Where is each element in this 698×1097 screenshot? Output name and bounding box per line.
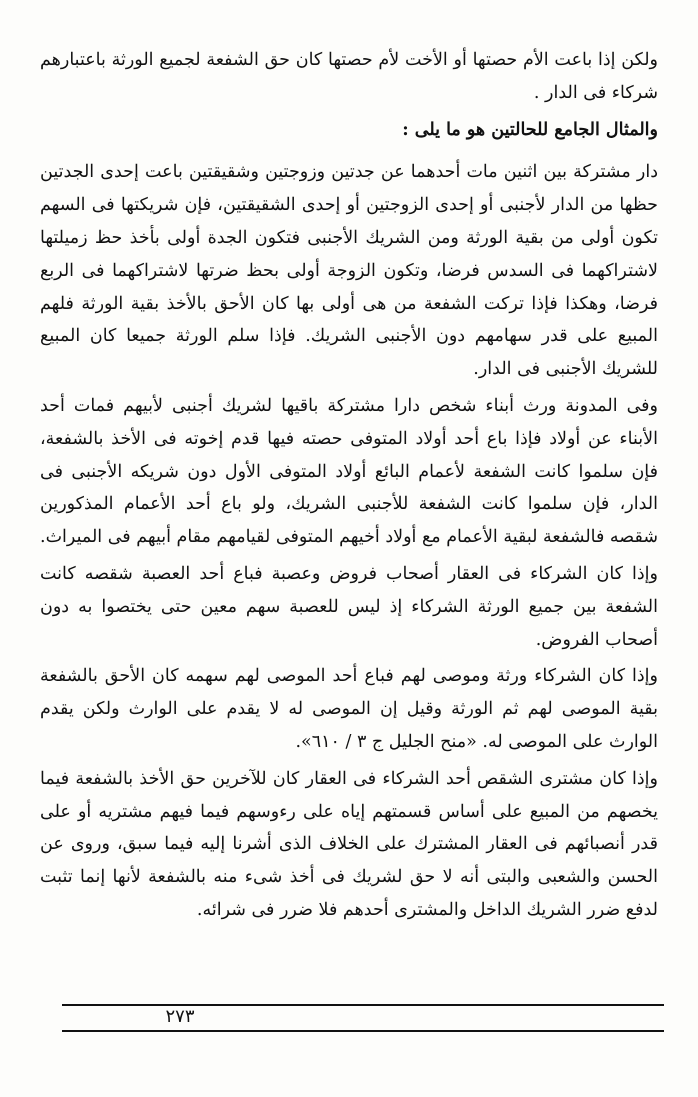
footer-rule-bottom (62, 1030, 664, 1032)
paragraph-3: وفى المدونة ورث أبناء شخص دارا مشتركة باقيها لشريك أجنبى لأبيهم فمات أحد الأبناء عن أولاد فإذا باع أحد أولاد المتوفى حصته فيها قدم إخوته فى الأخذ بالشفعة، فإن سلموا كانت الشفعة لأعمام البائع أولاد المتوفى الأول دون شريكه الأجنبى فى الدار، فإن سلموا كانت الشفعة للأجنبى الشريك، ولو باع أحد الأعمام المذكورين شقصه فالشفعة لبقية الأعمام مع أولاد أخيهم المتوفى لقيامهم مقام أبيهم فى الميراث. (40, 395, 658, 548)
page-number: ٢٧٣ (165, 1006, 195, 1027)
paragraph-2: دار مشتركة بين اثنين مات أحدهما عن جدتين وزوجتين وشقيقتين باعت إحدى الجدتين حظها من الدار لأجنبى أو إحدى الزوجتين أو إحدى الشقيقتين، فإن شريكتها فى السهم تكون أولى من بقية الورثة ومن الشريك الأجنبى فتكون الجدة أولى بأخذ حظ زميلتها لاشتراكهما فى السدس فرضا، وتكون الزوجة أولى بحظ ضرتها لاشتراكهما فى الربع فرضا، وهكذا فإذا تركت الشفعة من هى أولى بها كان الأحق بالأخذ بقية الورثة فلهم المبيع على قدر سهامهم دون الأجنبى الشريك. فإذا سلم الورثة جميعا كان المبيع للشريك الأجنبى فى الدار. (40, 162, 658, 380)
paragraph-1: ولكن إذا باعت الأم حصتها أو الأخت لأم حصتها كان حق الشفعة لجميع الورثة باعتبارهم شركاء فى الدار . (40, 50, 658, 103)
paragraph-5: وإذا كان الشركاء ورثة وموصى لهم فباع أحد الموصى لهم سهمه كان الأحق بالشفعة بقية الموصى لهم ثم الورثة وقيل إن الموصى له لا يقدم على الوارث ولكن يقدم الوارث على الموصى له. «منح الجليل ج ٣ / ٦١٠». (40, 666, 658, 752)
body-text (40, 44, 658, 931)
paragraph-6: وإذا كان مشترى الشقص أحد الشركاء فى العقار كان للآخرين حق الأخذ بالشفعة فيما يخصهم من المبيع على أساس قسمتهم إياه على رءوسهم فيما فيهم مشتريه أو على قدر أنصبائهم فى العقار المشترك على الخلاف الذى أشرنا إليه فيما سبق، وروى عن الحسن والشعبى والبتى أنه لا حق لشريك فى أخذ شىء منه بالشفعة لأنها إنما تثبت لدفع ضرر الشريك الداخل والمشترى أحدهم فلا ضرر فى شرائه. (40, 768, 658, 920)
paragraph-4: وإذا كان الشركاء فى العقار أصحاب فروض وعصبة فباع أحد العصبة شقصه كانت الشفعة بين جميع الورثة الشركاء إذ ليس للعصبة سهم معين حتى يختصوا به دون أصحاب الفروض. (40, 563, 658, 650)
section-heading: والمثال الجامع للحالتين هو ما يلى : (402, 119, 658, 140)
